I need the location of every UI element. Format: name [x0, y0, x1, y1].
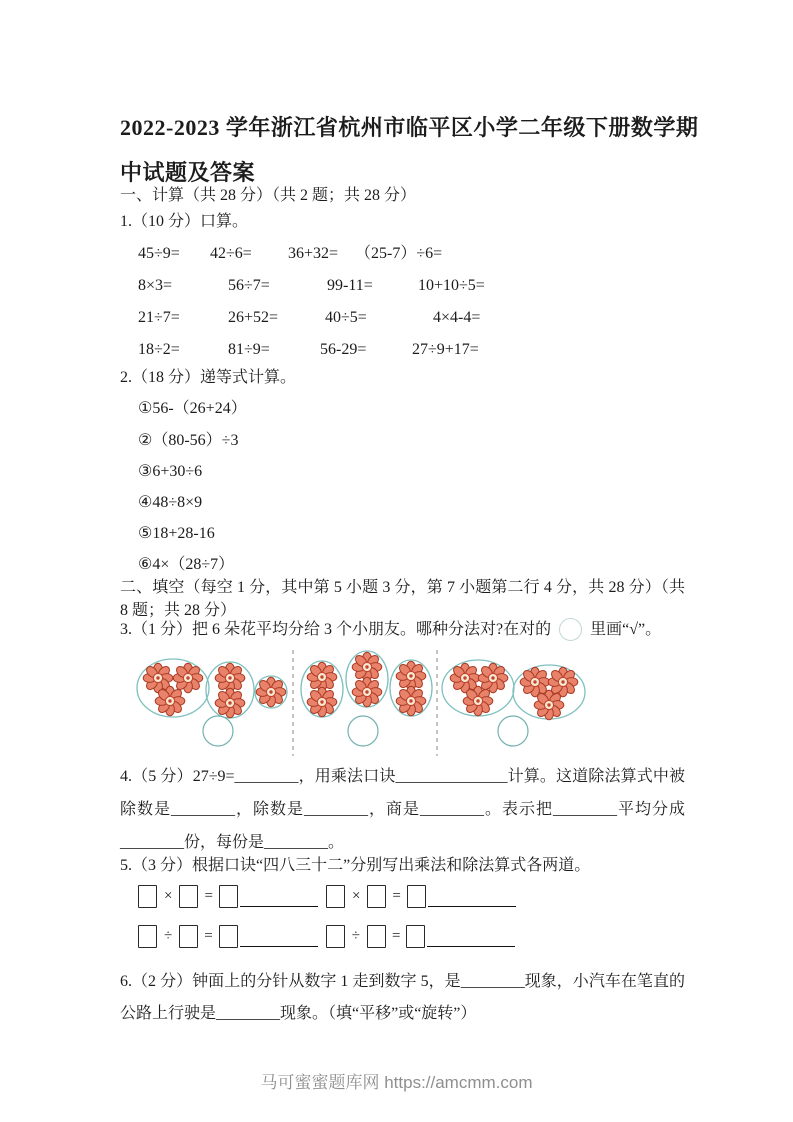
answer-line	[428, 885, 516, 907]
oral-expression: 26+52=	[228, 309, 279, 326]
grouping-option-1	[137, 659, 287, 746]
division-equations-row	[120, 924, 703, 948]
question-4: 4.（5 分）27÷9=________，用乘法口诀______________计算。这道除法算式中被除数是________，除数是________，商是________。表示把________平均分成________份，每份是________。	[120, 768, 685, 851]
equals-sign: =	[204, 888, 213, 904]
answer-line	[240, 885, 318, 907]
step-expression: ③6+30÷6	[138, 463, 203, 480]
oral-expression: 10+10÷5=	[418, 277, 485, 294]
divide-operator: ÷	[164, 928, 173, 944]
multiplication-equations-row	[120, 884, 703, 908]
answer-box	[367, 885, 386, 908]
oral-calc-row	[120, 339, 685, 359]
oral-expression: 56÷7=	[228, 277, 270, 294]
answer-box	[367, 925, 386, 948]
oral-expression: 36+32=	[288, 245, 339, 262]
flower-grouping-figure	[125, 648, 595, 763]
equals-sign: =	[391, 928, 401, 944]
page-title: 2022-2023 学年浙江省杭州市临平区小学二年级下册数学期中试题及答案	[120, 114, 699, 185]
step-expression: ④48÷8×9	[138, 494, 203, 511]
oral-calc-row	[120, 243, 685, 263]
answer-line	[240, 925, 318, 947]
oral-expression: （25-7）÷6=	[355, 245, 443, 262]
oral-expression: 81÷9=	[228, 341, 270, 358]
step-expression: ⑤18+28-16	[138, 525, 215, 542]
oral-expression: 18÷2=	[138, 341, 180, 358]
step-expression: ②（80-56）÷3	[138, 432, 239, 449]
question-5-label: 5.（3 分）根据口诀“四八三十二”分别写出乘法和除法算式各两道。	[120, 857, 591, 874]
answer-box	[179, 885, 198, 908]
times-operator: ×	[164, 888, 173, 904]
times-operator: ×	[351, 888, 361, 904]
oral-expression: 4×4-4=	[433, 309, 481, 326]
oral-expression: 27÷9+17=	[412, 341, 479, 358]
question-1-label: 1.（10 分）口算。	[120, 213, 249, 230]
answer-box	[326, 885, 345, 908]
section-calc-header: 一、计算（共 28 分）（共 2 题；共 28 分）	[120, 187, 417, 204]
oral-expression: 42÷6=	[210, 245, 252, 262]
answer-box	[138, 925, 157, 948]
answer-box	[179, 925, 198, 948]
answer-line	[427, 925, 515, 947]
question-3	[120, 618, 685, 641]
oral-expression: 8×3=	[138, 277, 173, 294]
section-fill-header: 二、填空（每空 1 分，其中第 5 小题 3 分，第 7 小题第二行 4 分，共 28 分）（共 8 题；共 28 分）	[120, 579, 685, 619]
question-2-label: 2.（18 分）递等式计算。	[120, 369, 297, 386]
question-3-text-after: 里画“√”。	[590, 620, 662, 638]
oral-expression: 40÷5=	[325, 309, 367, 326]
question-6: 6.（2 分）钟面上的分针从数字 1 走到数字 5，是________现象，小汽车在笔直的公路上行驶是________现象。（填“平移”或“旋转”）	[120, 973, 685, 1022]
answer-box	[326, 925, 345, 948]
oral-expression: 99-11=	[327, 277, 373, 294]
answer-circle	[203, 716, 233, 746]
oral-calc-row	[120, 275, 685, 295]
divide-operator: ÷	[351, 928, 360, 944]
equals-sign: =	[204, 928, 213, 944]
oral-expression: 56-29=	[320, 341, 367, 358]
answer-box	[219, 885, 238, 908]
footer-credit: 马可蜜蜜题库网 https://amcmm.com	[260, 1073, 533, 1092]
grouping-option-3	[442, 660, 585, 746]
oral-calc-row	[120, 307, 685, 327]
answer-box	[407, 885, 426, 908]
step-expression: ⑥4×（28÷7）	[138, 556, 235, 573]
answer-circle	[498, 716, 528, 746]
answer-box	[406, 925, 425, 948]
equals-sign: =	[392, 888, 401, 904]
answer-box	[219, 925, 238, 948]
oral-expression: 45÷9=	[138, 245, 180, 262]
answer-circle	[348, 716, 378, 746]
answer-circle-inline-icon	[559, 618, 582, 641]
grouping-option-2	[301, 651, 432, 746]
step-expression: ①56-（26+24）	[138, 400, 247, 417]
question-3-text-before: 3.（1 分）把 6 朵花平均分给 3 个小朋友。哪种分法对?在对的	[120, 620, 552, 638]
answer-box	[138, 885, 157, 908]
oral-expression: 21÷7=	[138, 309, 180, 326]
